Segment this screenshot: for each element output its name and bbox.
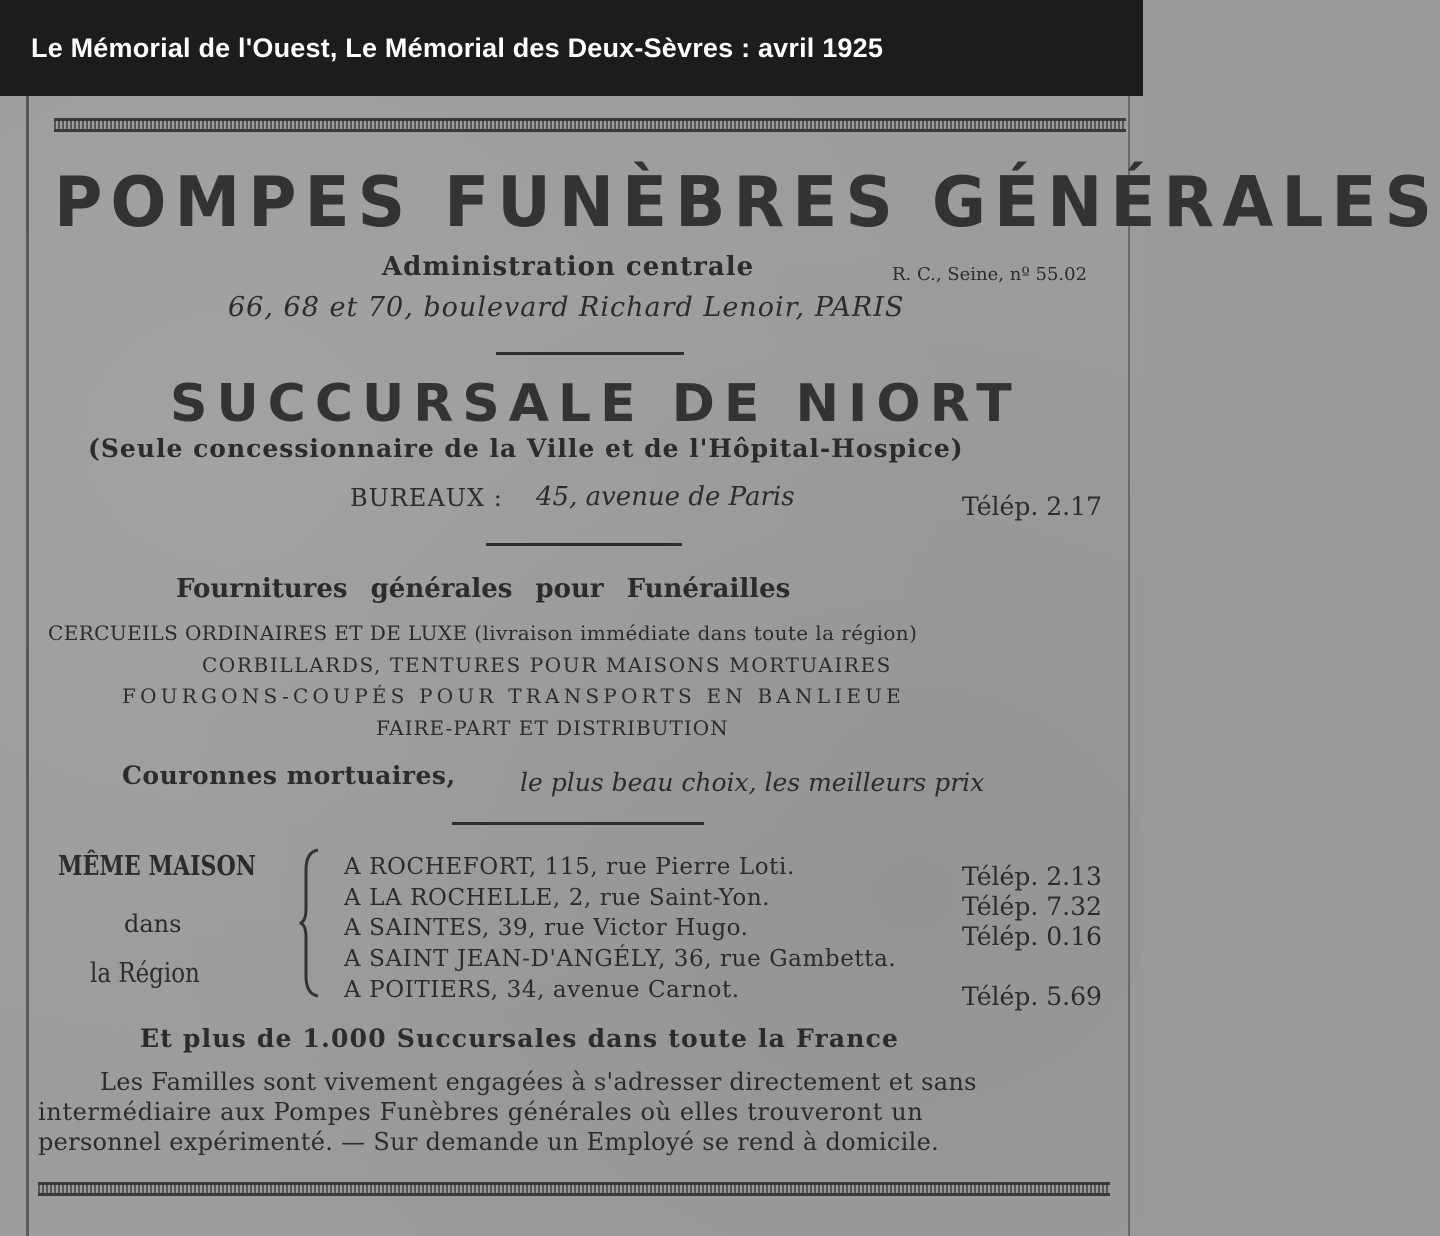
title-bar [0, 0, 1143, 96]
central-address: 66, 68 et 70, boulevard Richard Lenoir, PARIS [228, 292, 905, 323]
divider-1 [496, 352, 684, 355]
bureaux-address: 45, avenue de Paris [536, 482, 795, 512]
column-rule-right [1128, 96, 1130, 1236]
bottom-border-rule [38, 1182, 1110, 1196]
bureaux-label: BUREAUX : [350, 484, 503, 512]
tel-rochefort: Télép. 2.13 [962, 862, 1102, 891]
column-rule-left [26, 96, 29, 1236]
branch-la-rochelle: A LA ROCHELLE, 2, rue Saint-Yon. [344, 885, 771, 911]
page-title: Le Mémorial de l'Ouest, Le Mémorial des Deux-Sèvres : avril 1925 [31, 32, 884, 63]
brace-bracket [298, 848, 324, 998]
newspaper-scan [0, 96, 1440, 1236]
branch-title: SUCCURSALE DE NIORT [170, 374, 1021, 434]
branch-poitiers: A POITIERS, 34, avenue Carnot. [344, 977, 740, 1003]
footer-line-2: intermédiaire aux Pompes Funèbres générales où elles trouveront un [38, 1098, 924, 1126]
service-line-3: FOURGONS-COUPÉS POUR TRANSPORTS EN BANLIEUE [122, 684, 905, 708]
bureaux-telephone: Télép. 2.17 [962, 492, 1102, 521]
region-label: la Région [90, 958, 200, 989]
more-branches: Et plus de 1.000 Succursales dans toute la France [140, 1024, 900, 1053]
rc-number: R. C., Seine, nº 55.02 [892, 264, 1088, 285]
tel-poitiers: Télép. 5.69 [962, 982, 1102, 1011]
couronnes-bold: Couronnes mortuaires, [122, 761, 456, 790]
meme-maison-label: MÊME MAISON [58, 851, 257, 882]
branch-saintes: A SAINTES, 39, rue Victor Hugo. [344, 915, 749, 941]
couronnes-italic: le plus beau choix, les meilleurs prix [520, 768, 985, 797]
admin-label: Administration centrale [382, 252, 755, 282]
service-line-1: CERCUEILS ORDINAIRES ET DE LUXE (livraison immédiate dans toute la région) [48, 621, 918, 645]
footer-line-1: Les Familles sont vivement engagées à s'adresser directement et sans [100, 1068, 977, 1096]
ad-headline: POMPES FUNÈBRES GÉNÉRALES [54, 162, 1440, 243]
tel-saintes: Télép. 0.16 [962, 922, 1102, 951]
footer-line-3: personnel expérimenté. — Sur demande un Employé se rend à domicile. [38, 1128, 939, 1156]
dans-label: dans [124, 910, 182, 938]
branch-saint-jean: A SAINT JEAN-D'ANGÉLY, 36, rue Gambetta. [344, 946, 897, 972]
service-line-2: CORBILLARDS, TENTURES POUR MAISONS MORTUAIRES [202, 653, 892, 677]
branch-rochefort: A ROCHEFORT, 115, rue Pierre Loti. [344, 854, 795, 880]
service-line-4: FAIRE-PART ET DISTRIBUTION [376, 716, 729, 740]
divider-2 [486, 543, 682, 546]
divider-3 [452, 822, 704, 825]
top-border-rule [54, 118, 1126, 132]
concession-note: (Seule concessionnaire de la Ville et de l'Hôpital-Hospice) [88, 434, 964, 463]
tel-la-rochelle: Télép. 7.32 [962, 892, 1102, 921]
supplies-title: Fournitures générales pour Funérailles [176, 574, 791, 604]
